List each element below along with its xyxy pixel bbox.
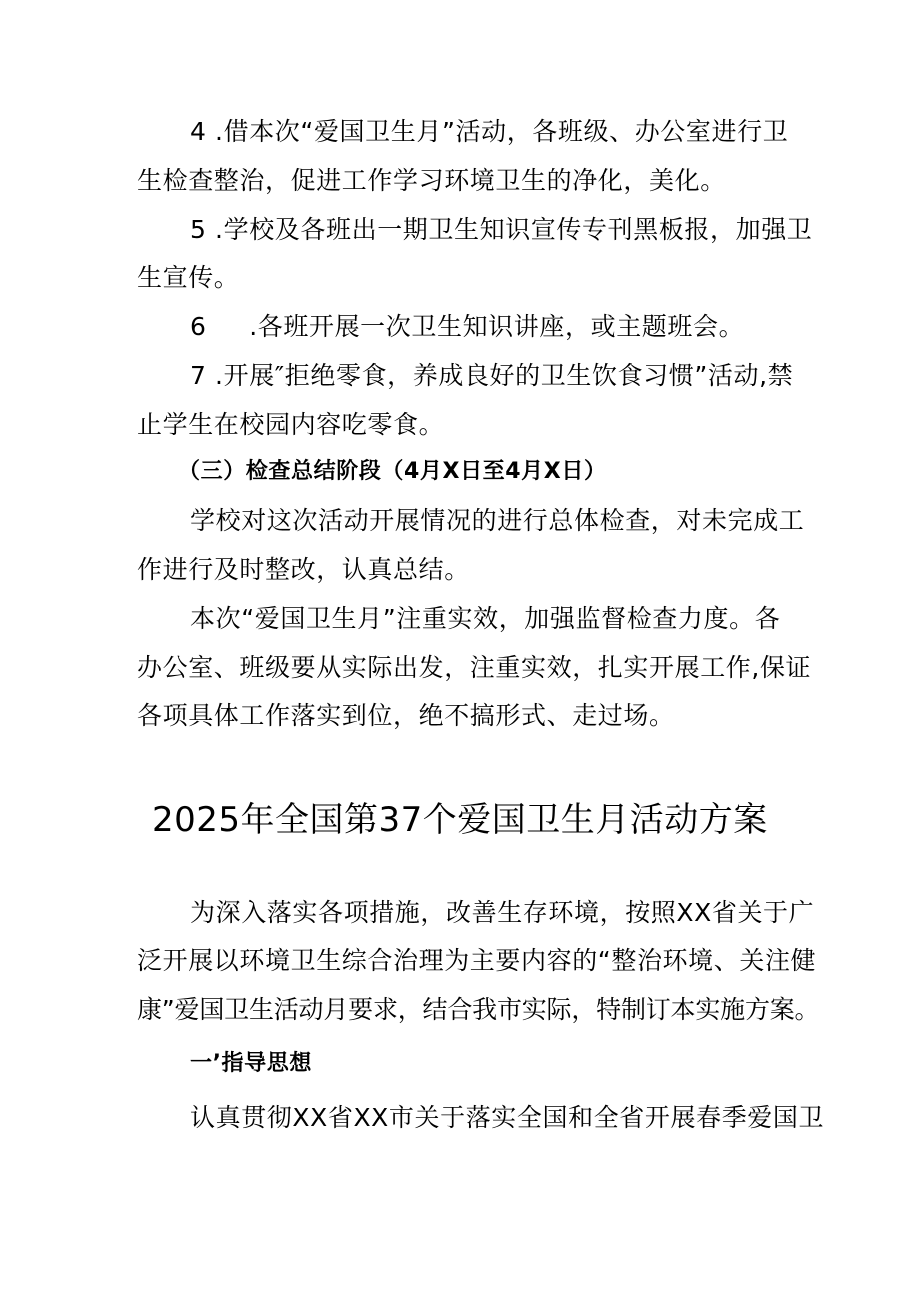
paragraph-line: 泛开展以环境卫生综合治理为主要内容的“整治环境、关注健 bbox=[137, 946, 817, 975]
paragraph-line: 止学生在校园内容吃零食。 bbox=[137, 410, 445, 439]
paragraph-line: 生宣传。 bbox=[137, 263, 240, 292]
paragraph-line: 4 .借本次“爱国卫生月”活动，各班级、办公室进行卫 bbox=[190, 117, 789, 146]
paragraph-line: 6 .各班开展一次卫生知识讲座，或主题班会。 bbox=[190, 312, 745, 341]
paragraph-line: 为深入落实各项措施，改善生存环境，按照XX省关于广 bbox=[190, 898, 815, 927]
paragraph-line: 5 .学校及各班出一期卫生知识宣传专刊黑板报，加强卫 bbox=[190, 215, 813, 244]
paragraph-line: 7 .开展″拒绝零食，养成良好的卫生饮食习惯”活动,禁 bbox=[190, 361, 794, 390]
paragraph-line: 康”爱国卫生活动月要求，结合我市实际，特制订本实施方案。 bbox=[137, 995, 820, 1024]
paragraph-line: 学校对这次活动开展情况的进行总体检查，对未完成工 bbox=[190, 506, 805, 535]
paragraph-line: 作进行及时整改，认真总结。 bbox=[137, 555, 470, 584]
section-heading: 一’指导思想 bbox=[190, 1051, 312, 1076]
paragraph-line: 各项具体工作落实到位，绝不搞形式、走过场。 bbox=[137, 701, 675, 730]
paragraph-line: 本次“爱国卫生月”注重实效，加强监督检查力度。各 bbox=[190, 604, 781, 633]
paragraph-line: 办公室、班级要从实际出发，注重实效，扎实开展工作,保证 bbox=[137, 653, 812, 682]
section-heading: （三）检查总结阶段（4月X日至4月X日） bbox=[178, 459, 607, 484]
paragraph-line: 认真贯彻XX省XX市关于落实全国和全省开展春季爱国卫 bbox=[190, 1103, 825, 1132]
paragraph-line: 生检查整治，促进工作学习环境卫生的净化，美化。 bbox=[137, 166, 726, 195]
document-title: 2025年全国第37个爱国卫生月活动方案 bbox=[152, 800, 768, 840]
